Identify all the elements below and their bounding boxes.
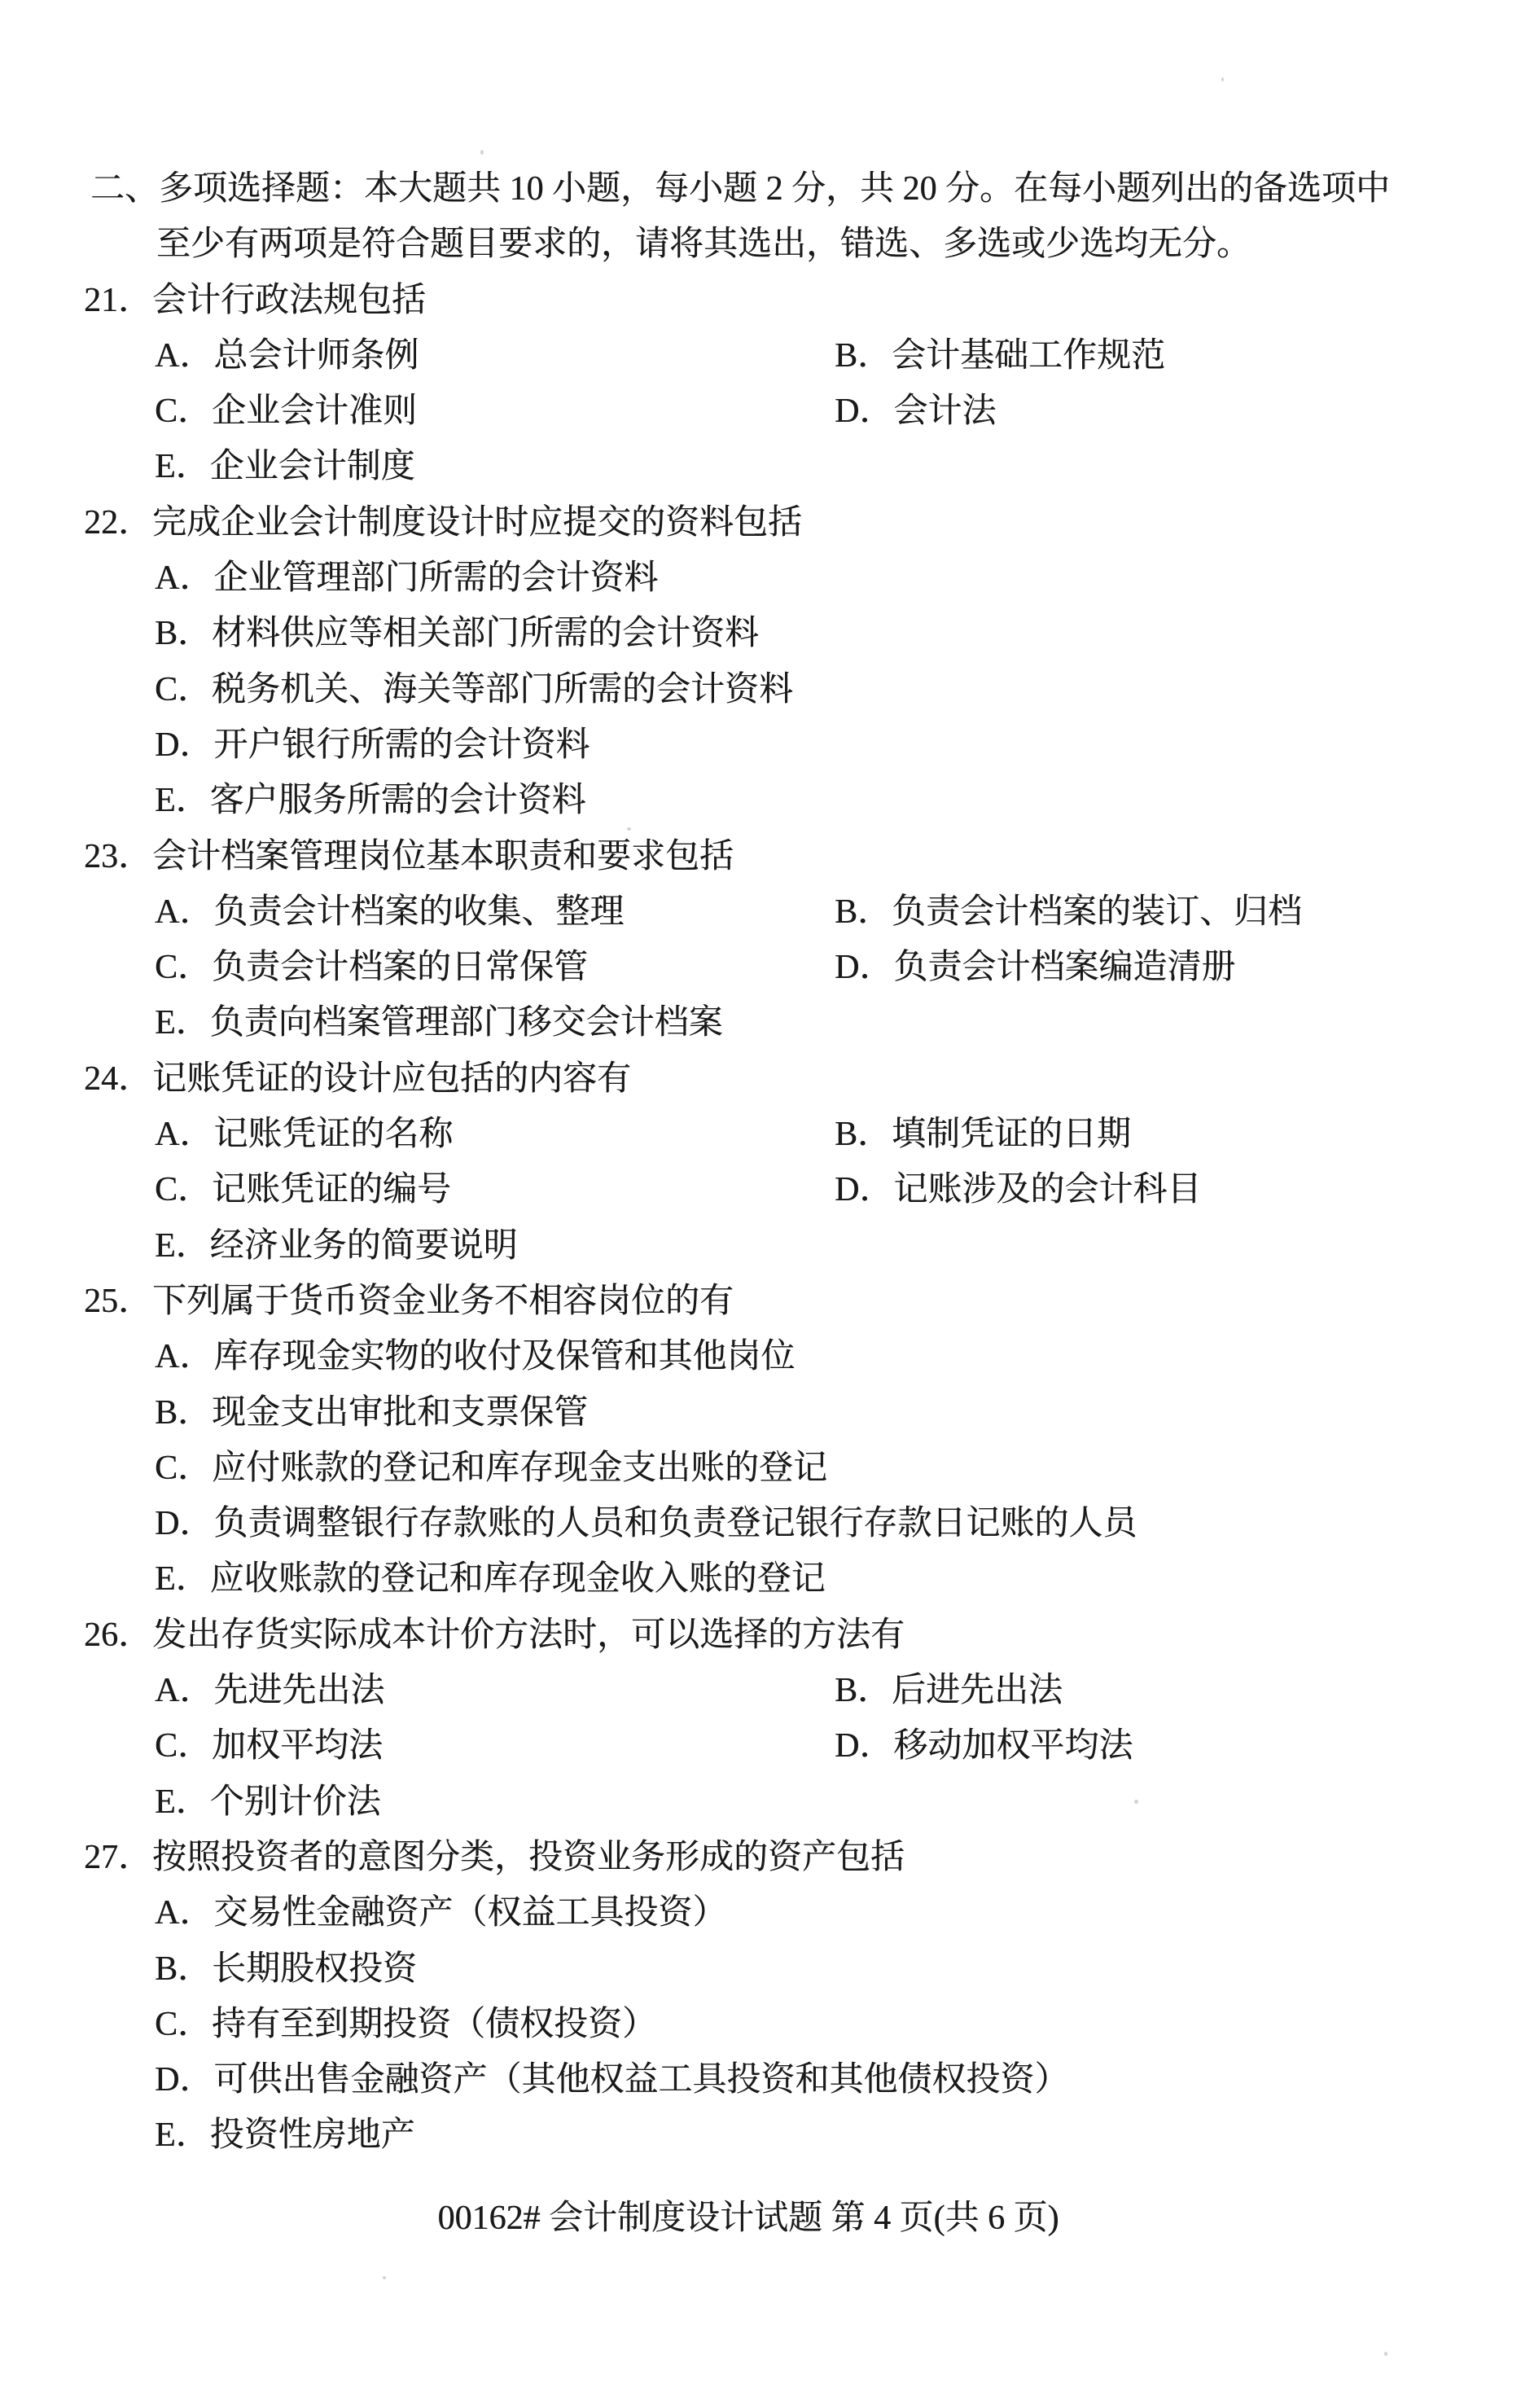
q23-options-ab (0, 884, 1521, 940)
q24-option-a: A．记账凭证的名称 (155, 1116, 454, 1154)
scan-speck (383, 2276, 386, 2279)
q25-option-b: B．现金支出审批和支票保管 (155, 1393, 589, 1432)
question-23-number: 23． (84, 837, 153, 875)
question-23-text: 会计档案管理岗位基本职责和要求包括 (152, 837, 734, 875)
question-27-text: 按照投资者的意图分类，投资业务形成的资产包括 (152, 1838, 905, 1876)
q24-option-c: C．记账凭证的编号 (155, 1171, 452, 1209)
question-24-number: 24． (84, 1059, 153, 1098)
q26-options-cd (0, 1718, 1521, 1774)
q25-option-c: C．应付账款的登记和库存现金支出账的登记 (155, 1449, 828, 1487)
q23-option-a: A．负责会计档案的收集、整理 (155, 893, 625, 931)
question-21 (0, 273, 1521, 328)
q27-option-e: E．投资性房地产 (155, 2116, 415, 2155)
q24-option-d: D．记账涉及的会计科目 (835, 1171, 1202, 1209)
q22-option-d: D．开户银行所需的会计资料 (155, 726, 590, 764)
q26-options-e (0, 1774, 1521, 1830)
question-26-text: 发出存货实际成本计价方法时，可以选择的方法有 (152, 1616, 905, 1654)
q24-options-ab (0, 1107, 1521, 1162)
q27-options-a (0, 1885, 1521, 1941)
scan-speck (1384, 2352, 1387, 2356)
question-25-text: 下列属于货币资金业务不相容岗位的有 (152, 1282, 734, 1320)
question-21-text: 会计行政法规包括 (152, 281, 427, 319)
q22-option-b: B．材料供应等相关部门所需的会计资料 (155, 615, 760, 653)
q22-option-e: E．客户服务所需的会计资料 (155, 782, 586, 820)
q27-option-d: D．可供出售金融资产（其他权益工具投资和其他债权投资） (155, 2061, 1069, 2099)
section-header-line2: 至少有两项是符合题目要求的，请将其选出，错选、多选或少选均无分。 (156, 226, 1251, 264)
question-24 (0, 1051, 1521, 1107)
q26-option-b: B．后进先出法 (835, 1672, 1063, 1710)
q25-options-d (0, 1496, 1521, 1551)
q26-option-a: A．先进先出法 (155, 1672, 385, 1710)
q22-options-b (0, 606, 1521, 661)
q21-options-cd (0, 384, 1521, 439)
question-23 (0, 829, 1521, 884)
q26-option-c: C．加权平均法 (155, 1727, 384, 1765)
q27-options-d (0, 2052, 1521, 2108)
q24-options-e (0, 1218, 1521, 1274)
q24-options-cd (0, 1162, 1521, 1217)
q22-options-c (0, 662, 1521, 717)
q22-option-a: A．企业管理部门所需的会计资料 (155, 559, 659, 598)
q21-options-ab (0, 328, 1521, 384)
q23-option-b: B．负责会计档案的装订、归档 (835, 893, 1303, 931)
q21-option-b: B．会计基础工作规范 (835, 336, 1166, 375)
q22-option-c: C．税务机关、海关等部门所需的会计资料 (155, 670, 794, 708)
question-26-number: 26． (84, 1616, 153, 1654)
q25-option-a: A．库存现金实物的收付及保管和其他岗位 (155, 1338, 796, 1376)
q25-option-e: E．应收账款的登记和库存现金收入账的登记 (155, 1560, 826, 1599)
q24-option-e: E．经济业务的简要说明 (155, 1226, 518, 1265)
question-24-text: 记账凭证的设计应包括的内容有 (152, 1059, 632, 1098)
q23-option-c: C．负责会计档案的日常保管 (155, 949, 589, 987)
q27-option-a: A．交易性金融资产（权益工具投资） (155, 1894, 727, 1932)
question-27 (0, 1830, 1521, 1885)
q26-option-d: D．移动加权平均法 (835, 1727, 1133, 1765)
q23-options-cd (0, 940, 1521, 995)
q27-option-b: B．长期股权投资 (155, 1950, 418, 1988)
q25-option-d: D．负责调整银行存款账的人员和负责登记银行存款日记账的人员 (155, 1505, 1137, 1543)
question-22-number: 22． (84, 503, 153, 542)
q23-options-e (0, 995, 1521, 1050)
q21-option-c: C．企业会计准则 (155, 393, 418, 431)
question-26 (0, 1608, 1521, 1663)
q27-options-e (0, 2108, 1521, 2163)
q25-options-a (0, 1329, 1521, 1384)
section-header-line1: 二、多项选择题：本大题共 10 小题，每小题 2 分，共 20 分。在每小题列出的备选项中 (90, 170, 1391, 208)
question-27-number: 27． (84, 1838, 153, 1876)
q21-option-d: D．会计法 (835, 393, 997, 431)
q26-options-ab (0, 1663, 1521, 1718)
q21-option-e: E．企业会计制度 (155, 448, 415, 486)
q22-options-e (0, 773, 1521, 828)
q22-options-d (0, 717, 1521, 773)
q27-options-c (0, 1997, 1521, 2052)
scan-speck (480, 150, 484, 155)
question-22-text: 完成企业会计制度设计时应提交的资料包括 (152, 503, 803, 542)
exam-content (0, 161, 1521, 2246)
q23-option-e: E．负责向档案管理部门移交会计档案 (155, 1004, 723, 1042)
q21-options-e (0, 439, 1521, 494)
q23-option-d: D．负责会计档案编造清册 (835, 949, 1236, 987)
question-22 (0, 495, 1521, 550)
question-25-number: 25． (84, 1282, 153, 1320)
scan-speck (1221, 77, 1224, 81)
q22-options-a (0, 550, 1521, 606)
question-25 (0, 1274, 1521, 1329)
q27-options-b (0, 1941, 1521, 1997)
q25-options-c (0, 1441, 1521, 1496)
question-21-number: 21． (84, 281, 153, 319)
q27-option-c: C．持有至到期投资（债权投资） (155, 2005, 657, 2043)
q26-option-e: E．个别计价法 (155, 1783, 381, 1821)
page-footer: 00162# 会计制度设计试题 第 4 页(共 6 页) (437, 2199, 1059, 2237)
q24-option-b: B．填制凭证的日期 (835, 1116, 1132, 1154)
q25-options-e (0, 1551, 1521, 1607)
q21-option-a: A．总会计师条例 (155, 336, 419, 375)
q25-options-b (0, 1385, 1521, 1441)
